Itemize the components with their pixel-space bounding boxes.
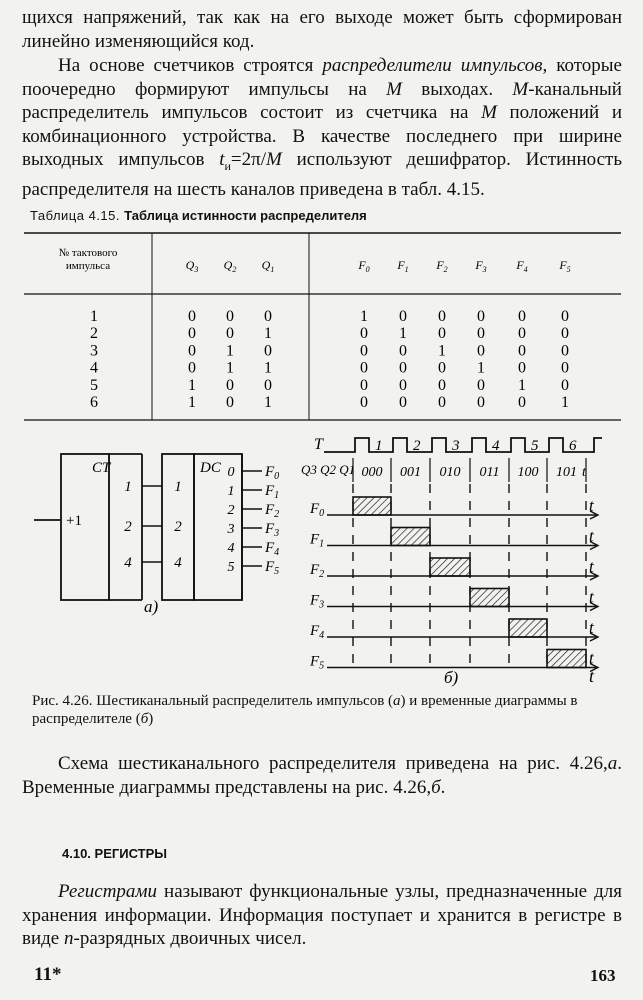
axis-t-label: t: [589, 648, 594, 668]
axis-t-label: t: [589, 618, 594, 637]
paragraph-3: Схема шестиканального распределителя приведена на рис. 4.26,а. Временные диаграммы представлены на рис. 4.26,б.: [22, 753, 622, 798]
paragraph-1: щихся напряжений, так как на его выходе может быть сформирован линейно изменяющийся код.: [22, 7, 622, 52]
table-row: [90, 325, 569, 342]
clock-label: T: [314, 436, 323, 453]
cell-f: 0: [360, 394, 368, 411]
cell-f: 0: [477, 394, 485, 411]
paragraph-2: На основе счетчиков строятся распределители импульсов, которые поочередно формируют импульсы на M выходах. M-канальный распределитель импульсов состоит из счетчика на M положений и комбинационного устройства. В качестве последнего при ширине выходных импульсов $t_и=2\pi/M$ используют дешифратор. Истинность распределителя на шесть каналов приведена в табл. 4.15.: [22, 55, 622, 201]
cell-q: 0: [226, 325, 234, 343]
table-row: [90, 377, 569, 394]
state-code: 010: [439, 465, 461, 480]
decoder-outputs: [227, 464, 280, 577]
cell-f: 0: [477, 325, 485, 343]
schematic-a: [34, 454, 279, 616]
cell-f: 0: [561, 376, 569, 394]
header-f-4: $F_4$: [516, 258, 528, 274]
cell-q: 0: [188, 325, 196, 343]
table-row: [90, 342, 569, 359]
header-f-1: $F_1$: [397, 258, 409, 274]
table-caption: Таблица 4.15. Таблица истинности распределителя: [30, 208, 367, 223]
decoder-output-index: 3: [227, 522, 235, 537]
signal-pulse: [391, 528, 430, 546]
cell-f: 0: [561, 325, 569, 343]
signature-mark: 11*: [34, 964, 62, 985]
cell-q: 0: [264, 308, 272, 325]
timing-diagram-b: [301, 436, 602, 687]
counter-input-label: +1: [66, 513, 82, 529]
cell-f: 0: [477, 342, 485, 360]
row-number: 3: [90, 342, 98, 360]
cell-f: 0: [399, 394, 407, 411]
cell-q: 1: [188, 394, 196, 411]
table-row: [90, 394, 569, 411]
decoder-label: DC: [200, 460, 221, 476]
label-b: б): [444, 668, 459, 687]
cell-f: 0: [399, 308, 407, 325]
decoder-output-index: 5: [227, 560, 235, 575]
cell-f: 0: [518, 325, 526, 343]
table-row: [90, 360, 569, 377]
cell-f: 1: [438, 342, 446, 360]
state-code: 000: [361, 465, 383, 480]
decoder-input-label: 4: [174, 555, 182, 571]
cell-q: 1: [188, 376, 196, 394]
cell-f: 1: [477, 359, 485, 377]
header-f-0: $F_0$: [358, 258, 370, 274]
final-axis-label: t: [589, 666, 595, 686]
signal-row-f0: [309, 496, 598, 519]
cell-f: 0: [561, 308, 569, 325]
signal-pulse: [353, 497, 391, 515]
cell-f: 0: [399, 342, 407, 360]
header-q-1: $Q_3$: [185, 258, 199, 274]
cell-f: 0: [360, 359, 368, 377]
clock-number: 4: [492, 438, 500, 454]
clock-number: 2: [413, 438, 421, 454]
cell-f: 0: [438, 394, 446, 411]
state-code: 101: [556, 465, 577, 480]
cell-q: 0: [226, 308, 234, 325]
cell-q: 1: [264, 325, 272, 343]
signal-pulse: [547, 650, 586, 668]
signal-pulse: [470, 589, 509, 607]
clock-waveform: [324, 438, 602, 452]
signal-label: $F_3$: [310, 592, 325, 611]
cell-f: 0: [518, 342, 526, 360]
cell-f: 0: [518, 394, 526, 411]
axis-t-label: t: [589, 587, 594, 607]
counter-output-label: 2: [124, 519, 132, 535]
output-label-f4: $F_4$: [265, 540, 280, 558]
counter-outputs: [124, 479, 182, 571]
state-code: 011: [479, 465, 500, 480]
output-label-f2: $F_2$: [265, 502, 280, 520]
header-f-2: $F_2$: [436, 258, 448, 274]
row-number: 5: [90, 376, 98, 394]
cell-q: 0: [264, 342, 272, 360]
cell-q: 0: [188, 359, 196, 377]
cell-f: 0: [438, 359, 446, 377]
header-q-2: $Q_2$: [223, 258, 237, 274]
output-label-f5: $F_5$: [265, 559, 280, 577]
cell-f: 0: [561, 342, 569, 360]
counter-output-label: 1: [124, 479, 132, 495]
clock-number: 6: [569, 438, 577, 454]
row-number: 1: [90, 308, 98, 325]
cell-q: 1: [264, 394, 272, 411]
cell-f: 1: [518, 376, 526, 394]
decoder-output-index: 4: [227, 541, 235, 556]
axis-t-label: t: [589, 526, 594, 546]
figure-4-26: [24, 430, 624, 690]
label-a: a): [144, 597, 159, 616]
output-label-f0: $F_0$: [265, 464, 280, 482]
clock-number: 3: [452, 438, 460, 454]
decoder-input-label: 2: [174, 519, 182, 535]
cell-q: 0: [188, 308, 196, 325]
signal-label: $F_5$: [310, 653, 325, 672]
figure-caption: Рис. 4.26. Шестиканальный распределитель импульсов (а) и временные диаграммы в распределителе (б): [32, 693, 578, 727]
cell-f: 0: [477, 308, 485, 325]
row-number: 2: [90, 325, 98, 343]
axis-t-label: t: [589, 496, 594, 515]
cell-f: 0: [360, 342, 368, 360]
decoder-output-index: 2: [227, 503, 235, 518]
decoder-output-index: 1: [227, 484, 235, 499]
cell-f: 1: [561, 394, 569, 411]
header-pulse-line2: импульса: [65, 260, 111, 272]
output-label-f1: $F_1$: [265, 483, 280, 501]
cell-q: 1: [226, 359, 234, 377]
cell-f: 0: [438, 325, 446, 343]
cell-q: 0: [188, 342, 196, 360]
cell-f: 0: [399, 376, 407, 394]
cell-f: 0: [438, 308, 446, 325]
header-f-5: $F_5$: [559, 258, 571, 274]
cell-f: 0: [438, 376, 446, 394]
table-body: [90, 308, 569, 411]
cell-q: 1: [226, 342, 234, 360]
decoder-output-index: 0: [227, 465, 235, 480]
state-axis-label: t: [582, 465, 586, 480]
cell-f: 0: [399, 359, 407, 377]
page-number: 163: [590, 966, 616, 985]
state-code: 001: [400, 465, 421, 480]
header-q-3: $Q_1$: [261, 258, 275, 274]
header-pulse-line1: № тактового: [58, 247, 118, 259]
signal-label: $F_4$: [310, 623, 325, 641]
signal-pulse: [509, 619, 547, 637]
cell-q: 0: [226, 394, 234, 411]
decoder-input-label: 1: [174, 479, 182, 495]
counter-output-label: 4: [124, 555, 132, 571]
counter-label: CT: [92, 460, 111, 476]
state-codes: [362, 458, 588, 482]
signal-label: $F_2$: [310, 562, 325, 580]
cell-f: 0: [477, 376, 485, 394]
cell-f: 1: [399, 325, 407, 343]
row-number: 4: [90, 359, 98, 377]
signal-label: $F_1$: [310, 531, 325, 550]
signal-pulse: [430, 558, 470, 576]
header-f-3: $F_3$: [475, 258, 487, 274]
output-label-f3: $F_3$: [265, 521, 280, 539]
signal-label: $F_0$: [310, 501, 325, 519]
table-header: [59, 247, 571, 274]
state-code: 100: [517, 465, 539, 480]
cell-f: 0: [518, 359, 526, 377]
cell-q: 0: [226, 376, 234, 394]
truth-table: [24, 232, 621, 422]
clock-number: 1: [375, 438, 383, 454]
cell-f: 0: [518, 308, 526, 325]
cell-f: 1: [360, 308, 368, 325]
table-row: [90, 308, 569, 325]
paragraph-4: Регистрами называют функциональные узлы, предназначенные для хранения информации. Информация поступает и хранится в регистре в виде n-разрядных двоичных чисел.: [22, 881, 622, 949]
cell-f: 0: [360, 325, 368, 343]
section-heading: 4.10. РЕГИСТРЫ: [62, 846, 167, 861]
state-label: Q3 Q2 Q1: [301, 462, 356, 477]
cell-q: 1: [264, 359, 272, 377]
cell-q: 0: [264, 376, 272, 394]
cell-f: 0: [561, 359, 569, 377]
cell-f: 0: [360, 376, 368, 394]
axis-t-label: t: [589, 557, 594, 576]
clock-number: 5: [531, 438, 539, 454]
row-number: 6: [90, 394, 98, 411]
